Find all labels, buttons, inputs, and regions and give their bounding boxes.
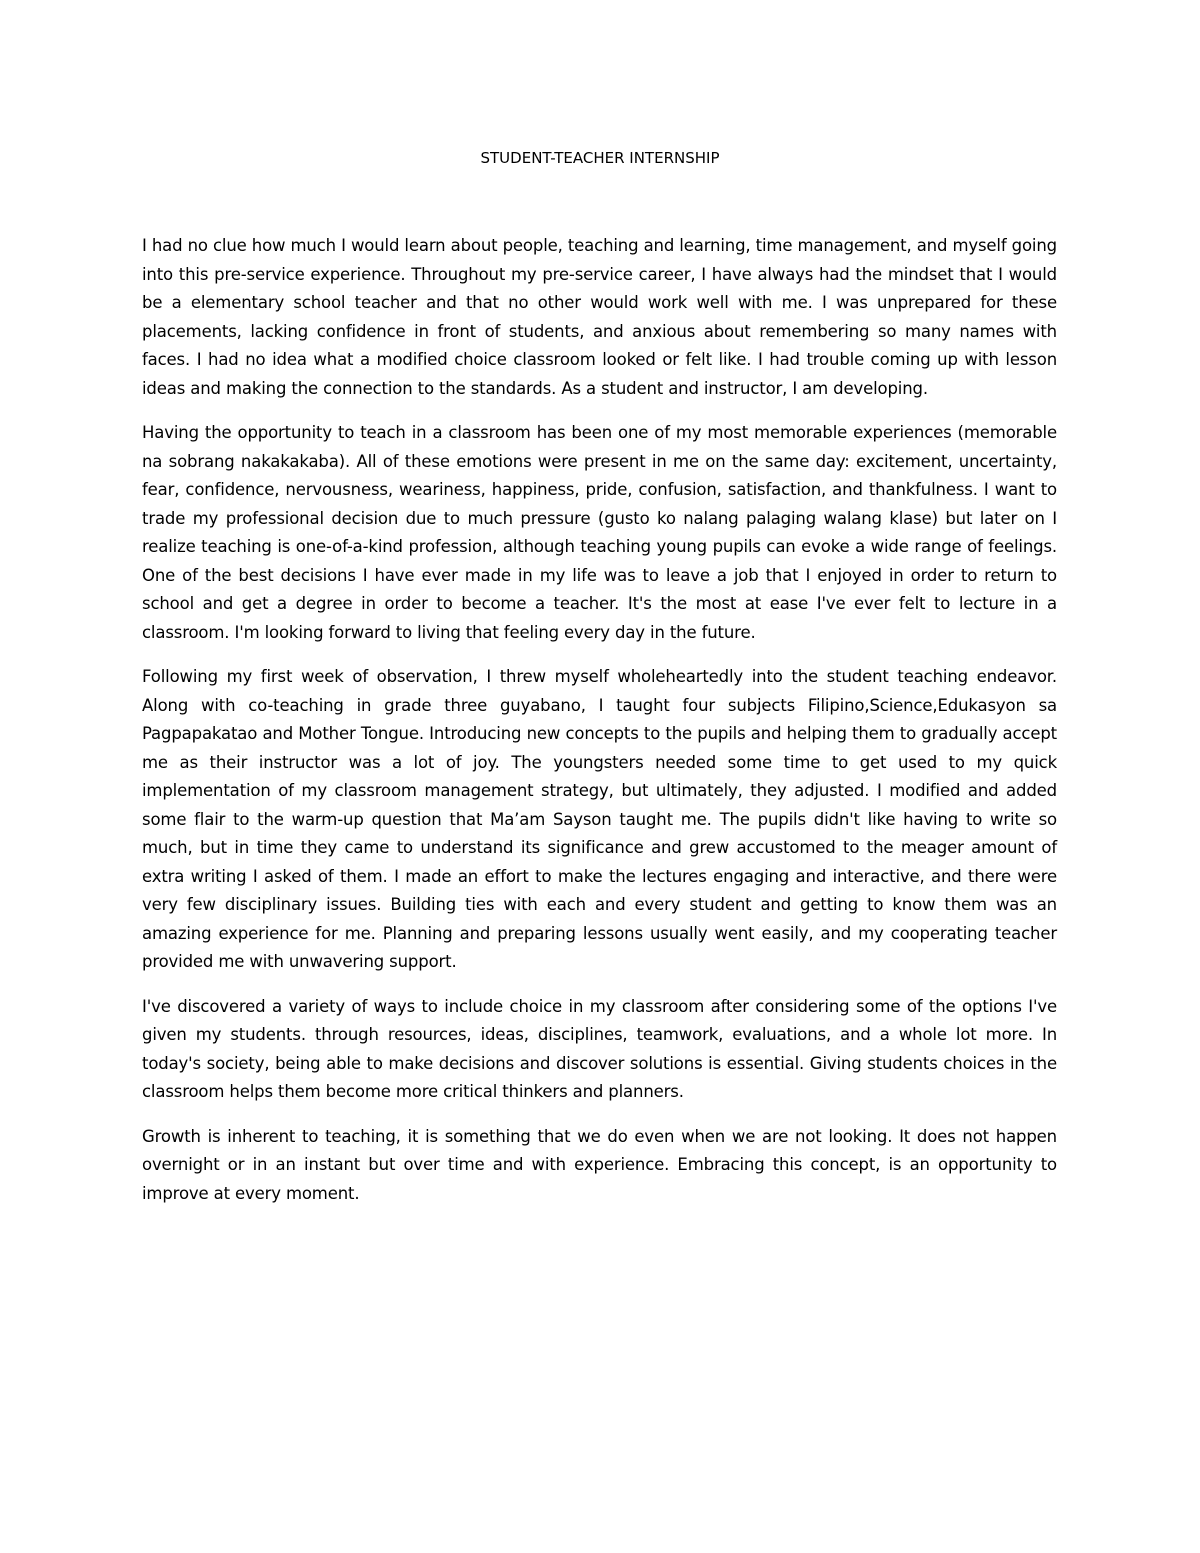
paragraph-1: I had no clue how much I would learn about people, teaching and learning, time management, and myself going into this pre-service experience. Throughout my pre-service career, I have always had the mindset that I would be a elementary school teacher and that no other would work well with me. I was unprepared for these placements, lacking confidence in front of students, and anxious about remembering so many names with faces. I had no idea what a modified choice classroom looked or felt like. I had trouble coming up with lesson ideas and making the connection to the standards. As a student and instructor, I am developing. xyxy=(142,236,1057,398)
paragraph-4: I've discovered a variety of ways to include choice in my classroom after considering some of the options I've given my students. through resources, ideas, disciplines, teamwork, evaluations, and a whole lot more. In today's society, being able to make decisions and discover solutions is essential. Giving students choices in the classroom helps them become more critical thinkers and planners. xyxy=(142,996,1057,1101)
document-body xyxy=(142,232,1057,1224)
paragraph-5: Growth is inherent to teaching, it is something that we do even when we are not looking. It does not happen overnight or in an instant but over time and with experience. Embracing this concept, is an opportunity to improve at every moment. xyxy=(142,1126,1057,1203)
paragraph-2: Having the opportunity to teach in a classroom has been one of my most memorable experiences (memorable na sobrang nakakakaba). All of these emotions were present in me on the same day: excitement, uncertainty, fear, confidence, nervousness, weariness, happiness, pride, confusion, satisfaction, and thankfulness. I want to trade my professional decision due to much pressure (gusto ko nalang palaging walang klase) but later on I realize teaching is one-of-a-kind profession, although teaching young pupils can evoke a wide range of feelings. One of the best decisions I have ever made in my life was to leave a job that I enjoyed in order to return to school and get a degree in order to become a teacher. It's the most at ease I've ever felt to lecture in a classroom. I'm looking forward to living that feeling every day in the future. xyxy=(142,423,1057,642)
paragraph-3: Following my first week of observation, I threw myself wholeheartedly into the student teaching endeavor. Along with co-teaching in grade three guyabano, I taught four subjects Filipino,Science,Edukasyon sa Pagpapakatao and Mother Tongue. Introducing new concepts to the pupils and helping them to gradually accept me as their instructor was a lot of joy. The youngsters needed some time to get used to my quick implementation of my classroom management strategy, but ultimately, they adjusted. I modified and added some flair to the warm-up question that Ma’am Sayson taught me. The pupils didn't like having to write so much, but in time they came to understand its significance and grew accustomed to the meager amount of extra writing I asked of them. I made an effort to make the lectures engaging and interactive, and there were very few disciplinary issues. Building ties with each and every student and getting to know them was an amazing experience for me. Planning and preparing lessons usually went easily, and my cooperating teacher provided me with unwavering support. xyxy=(142,667,1057,971)
document-title: STUDENT-TEACHER INTERNSHIP xyxy=(480,149,720,167)
